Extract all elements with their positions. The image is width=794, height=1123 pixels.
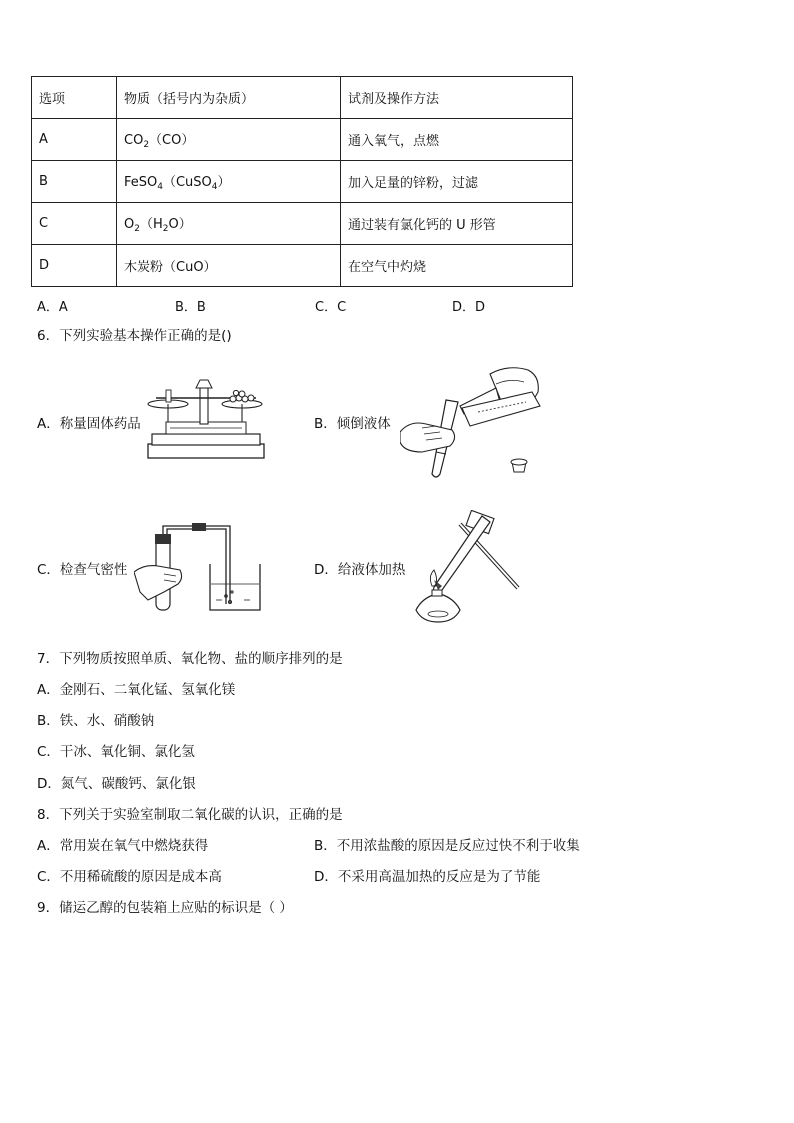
q7-option-c[interactable]: C．干冰、氧化铜、氯化氢 <box>37 744 195 760</box>
q8-option-a[interactable]: A．常用炭在氧气中燃烧获得 <box>37 838 209 854</box>
row-method: 通过装有氯化钙的 U 形管 <box>341 203 573 245</box>
table-row <box>32 245 573 287</box>
row-method: 通入氧气，点燃 <box>341 119 573 161</box>
q7-option-b[interactable]: B．铁、水、硝酸钠 <box>37 713 155 729</box>
table-row <box>32 119 573 161</box>
row-substance: $O_2(H_2O)$ <box>117 203 341 245</box>
q8-option-d[interactable]: D．不采用高温加热的反应是为了节能 <box>314 869 541 885</box>
q6-option-b[interactable]: B．倾倒液体 <box>314 416 391 432</box>
q7-option-a[interactable]: A．金刚石、二氧化锰、氢氧化镁 <box>37 682 236 698</box>
row-label: A <box>32 119 117 161</box>
q5-table <box>31 76 573 287</box>
q6-option-a[interactable]: A．称量固体药品 <box>37 416 141 432</box>
q6-option-d[interactable]: D．给液体加热 <box>314 562 406 578</box>
q5-option-c[interactable]: C．C <box>315 300 347 315</box>
table-header-cell: 物质（括号内为杂质） <box>117 77 341 119</box>
table-row <box>32 203 573 245</box>
row-label: B <box>32 161 117 203</box>
q8-option-c[interactable]: C．不用稀硫酸的原因是成本高 <box>37 869 222 885</box>
q7-stem: 7．下列物质按照单质、氧化物、盐的顺序排列的是 <box>37 651 343 667</box>
q5-option-d[interactable]: D．D <box>452 300 486 315</box>
table-header-row <box>32 77 573 119</box>
balance-scale-figure <box>146 376 266 462</box>
q6-option-c[interactable]: C．检查气密性 <box>37 562 128 578</box>
heating-liquid-figure <box>408 510 528 630</box>
row-label: D <box>32 245 117 287</box>
airtightness-check-figure <box>134 520 266 614</box>
row-substance: 木炭粉（CuO） <box>117 245 341 287</box>
pouring-liquid-figure <box>400 362 550 484</box>
q8-stem: 8．下列关于实验室制取二氧化碳的认识，正确的是 <box>37 807 343 823</box>
table-header-cell: 试剂及操作方法 <box>341 77 573 119</box>
row-substance: $CO_2(CO)$ <box>117 119 341 161</box>
q5-option-b[interactable]: B．B <box>175 300 206 315</box>
q8-option-b[interactable]: B．不用浓盐酸的原因是反应过快不利于收集 <box>314 838 580 854</box>
row-label: C <box>32 203 117 245</box>
q7-option-d[interactable]: D．氮气、碳酸钙、氯化银 <box>37 776 196 792</box>
q5-option-a[interactable]: A．A <box>37 300 68 315</box>
row-method: 在空气中灼烧 <box>341 245 573 287</box>
row-method: 加入足量的锌粉，过滤 <box>341 161 573 203</box>
q9-stem: 9．储运乙醇的包装箱上应贴的标识是（ ） <box>37 900 293 916</box>
row-substance: FeSO$_4$（CuSO$_4$） <box>117 161 341 203</box>
q6-stem: 6．下列实验基本操作正确的是() <box>37 328 232 344</box>
table-row <box>32 161 573 203</box>
table-header-cell: 选项 <box>32 77 117 119</box>
